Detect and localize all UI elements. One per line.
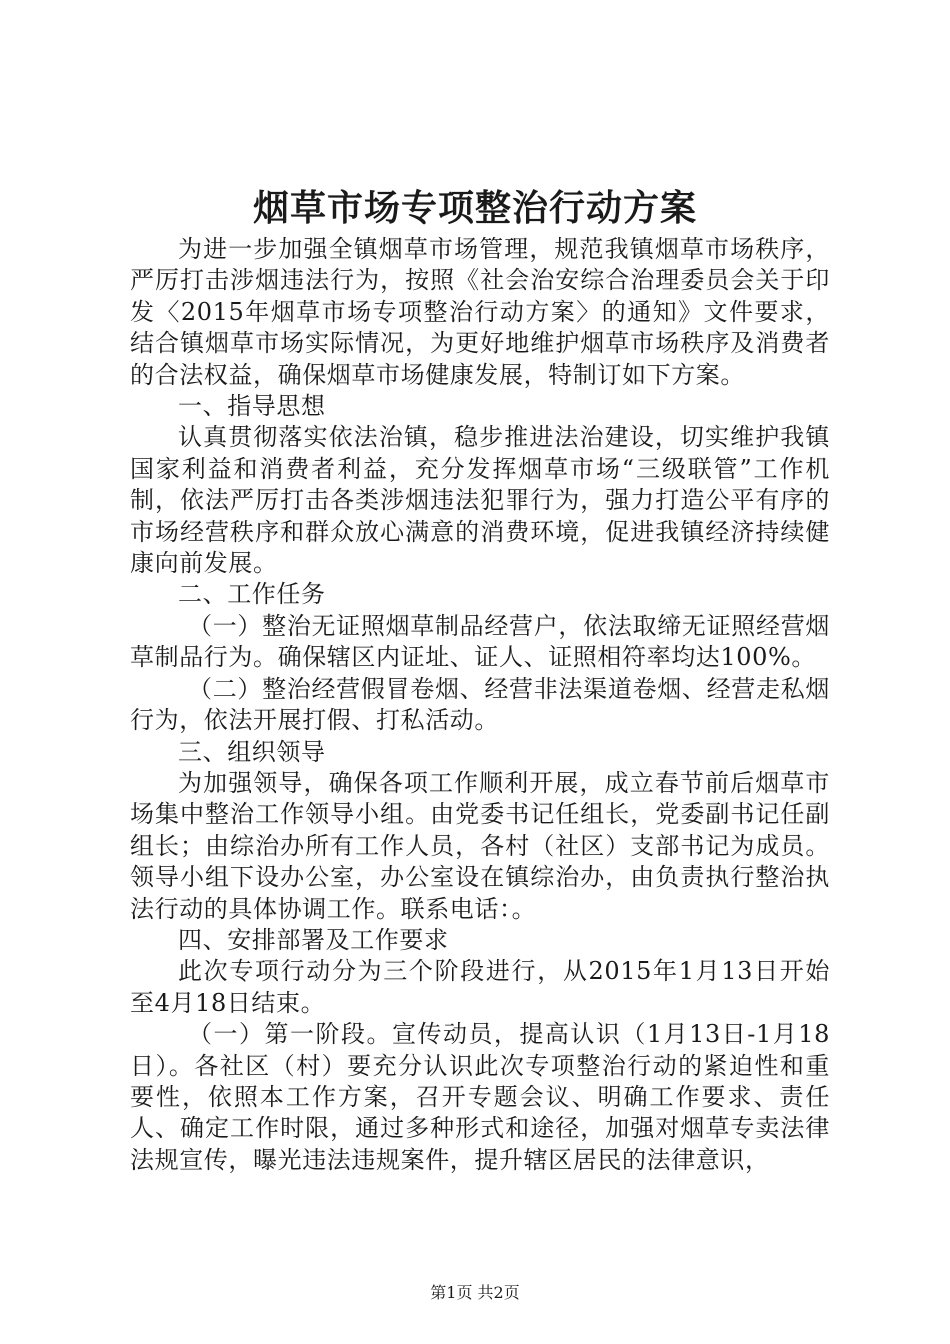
section-heading-organization: 三、组织领导 <box>178 737 326 766</box>
intro-paragraph: 为进一步加强全镇烟草市场管理，规范我镇烟草市场秩序，严厉打击涉烟违法行为，按照《社会治安综合治理委员会关于印发〈2015年烟草市场专项整治行动方案〉的通知》文件要求，结合镇烟草市场实际情况，为更好地维护烟草市场秩序及消费者的合法权益，确保烟草市场健康发展，特制订如下方案。 <box>130 235 830 389</box>
organization-paragraph: 为加强领导，确保各项工作顺利开展，成立春节前后烟草市场集中整治工作领导小组。由党委书记任组长，党委副书记任副组长；由综治办所有工作人员，各村（社区）支部书记为成员。领导小组下设办公室，办公室设在镇综治办，由负责执行整治执法行动的具体协调工作。联系电话：。 <box>130 768 830 923</box>
page-footer: 第1页 共2页 <box>430 1283 520 1302</box>
task-item-1: （一）整治无证照烟草制品经营户，依法取缔无证照经营烟草制品行为。确保辖区内证址、证人、证照相符率均达100%。 <box>130 611 830 672</box>
document-title: 烟草市场专项整治行动方案 <box>252 187 697 229</box>
arrangement-paragraph: 此次专项行动分为三个阶段进行，从2015年1月13日开始至4月18日结束。 <box>130 957 830 1017</box>
phase-1-paragraph: （一）第一阶段。宣传动员，提高认识（1月13日-1月18日）。各社区（村）要充分认识此次专项整治行动的紧迫性和重要性，依照本工作方案，召开专题会议、明确工作要求、责任人、确定工作时限，通过多种形式和途径，加强对烟草专卖法律法规宣传，曝光违法违规案件，提升辖区居民的法律意识， <box>130 1020 830 1174</box>
document-body <box>130 234 830 1176</box>
section-heading-guiding-ideology: 一、指导思想 <box>178 392 326 421</box>
guiding-ideology-paragraph: 认真贯彻落实依法治镇，稳步推进法治建设，切实维护我镇国家利益和消费者利益，充分发挥烟草市场“三级联管”工作机制，依法严厉打击各类涉烟违法犯罪行为，强力打造公平有序的市场经营秩序和群众放心满意的消费环境，促进我镇经济持续健康向前发展。 <box>130 423 830 578</box>
task-item-2: （二）整治经营假冒卷烟、经营非法渠道卷烟、经营走私烟行为，依法开展打假、打私活动。 <box>130 674 830 735</box>
section-heading-tasks: 二、工作任务 <box>178 580 326 609</box>
section-heading-arrangement: 四、安排部署及工作要求 <box>178 925 449 954</box>
